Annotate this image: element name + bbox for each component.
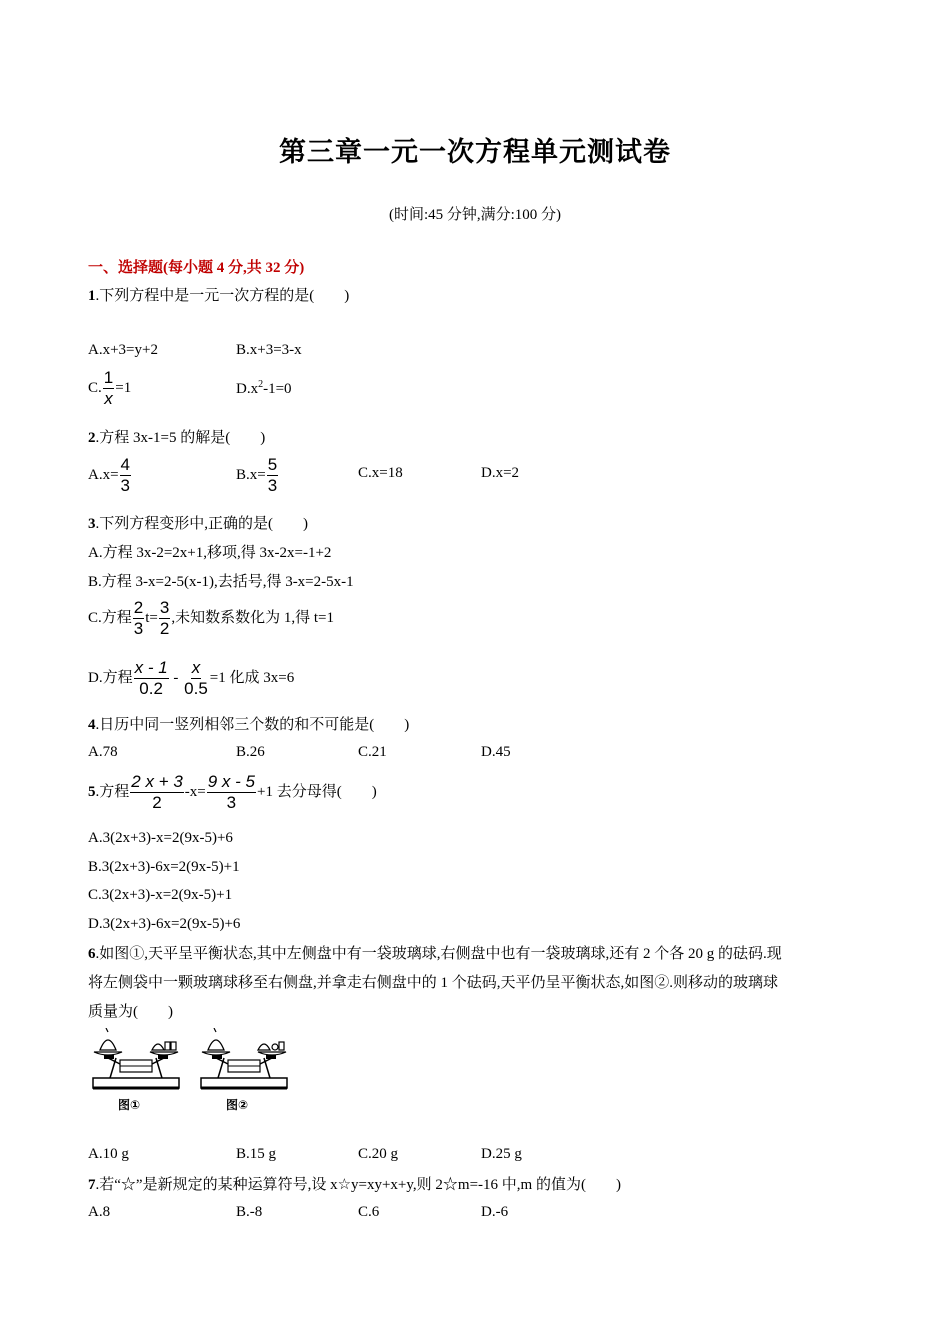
q6-option-b: B.15 g xyxy=(236,1146,277,1162)
option-label: C. xyxy=(88,379,102,396)
option-text: =1 xyxy=(115,379,132,396)
option-text: ,未知数系数化为 1,得 t=1 xyxy=(171,609,334,626)
q1-option-b: B.x+3=3-x xyxy=(236,342,302,358)
q6-option-d: D.25 g xyxy=(481,1146,522,1162)
q7-option-a: A.8 xyxy=(88,1204,111,1220)
question-2 xyxy=(88,428,265,448)
question-stem: -x= xyxy=(184,783,206,800)
denominator: 0.5 xyxy=(184,679,208,698)
numerator: 2 x + 3 xyxy=(131,772,183,791)
exponent: 2 xyxy=(258,379,264,390)
q3-option-c xyxy=(88,598,334,639)
q1-option-d xyxy=(236,375,292,399)
q1-option-a: A.x+3=y+2 xyxy=(88,342,158,358)
question-4 xyxy=(88,715,409,735)
denominator: 3 xyxy=(226,793,237,812)
question-6-line-2: 将左侧袋中一颗玻璃球移至右侧盘,并拿走右侧盘中的 1 个砝码,天平仍呈平衡状态,如图②.则移动的玻璃球 xyxy=(88,975,779,991)
fraction xyxy=(130,772,184,813)
option-label: D.x xyxy=(236,381,259,397)
q2-option-b xyxy=(236,455,279,496)
question-number: 6 xyxy=(88,946,96,962)
question-stem: +1 去分母得( ) xyxy=(257,783,377,800)
q6-option-c: C.20 g xyxy=(358,1146,399,1162)
question-number: 3 xyxy=(88,516,96,532)
exam-info: (时间:45 分钟,满分:100 分) xyxy=(388,207,562,223)
question-3 xyxy=(88,514,308,534)
question-number: 4 xyxy=(88,717,96,733)
q4-option-d: D.45 xyxy=(481,744,511,760)
denominator: 2 xyxy=(159,619,170,638)
q7-option-b: B.-8 xyxy=(236,1204,263,1220)
option-label: D.方程 xyxy=(88,669,133,686)
option-label: C.方程 xyxy=(88,609,132,626)
fraction xyxy=(183,658,209,699)
question-stem: .下列方程变形中,正确的是( ) xyxy=(95,516,308,532)
balance-figure-2 xyxy=(198,1028,290,1118)
question-number: 7 xyxy=(88,1177,96,1193)
option-label: A.x= xyxy=(88,466,119,483)
question-stem: .日历中同一竖列相邻三个数的和不可能是( ) xyxy=(95,717,410,733)
q5-option-d: D.3(2x+3)-6x=2(9x-5)+6 xyxy=(88,916,241,932)
q2-option-d: D.x=2 xyxy=(481,465,520,481)
balance-scale-icon xyxy=(198,1028,290,1090)
q3-option-b: B.方程 3-x=2-5(x-1),去括号,得 3-x=2-5x-1 xyxy=(88,574,354,590)
denominator: 2 xyxy=(152,793,162,812)
option-text: - xyxy=(169,669,183,686)
numerator: 5 xyxy=(267,455,278,474)
denominator: 3 xyxy=(133,619,144,638)
question-stem: .如图①,天平呈平衡状态,其中左侧盘中有一袋玻璃球,右侧盘中也有一袋玻璃球,还有 2 个各 20 g 的砝码.现 xyxy=(95,946,782,962)
q1-option-c xyxy=(88,368,131,409)
fraction xyxy=(207,772,256,813)
q4-option-b: B.26 xyxy=(236,744,265,760)
fraction xyxy=(159,598,170,639)
question-number: 5 xyxy=(88,783,96,800)
numerator: 4 xyxy=(120,455,131,474)
question-stem: .方程 xyxy=(95,783,130,800)
question-1 xyxy=(88,286,349,306)
fraction xyxy=(134,658,169,699)
denominator: x xyxy=(104,389,113,408)
q7-option-c: C.6 xyxy=(358,1204,380,1220)
figure-1-label: 图① xyxy=(118,1098,141,1112)
question-6-line-3: 质量为( ) xyxy=(88,1004,173,1020)
fraction xyxy=(267,455,278,496)
q3-option-d xyxy=(88,658,294,699)
option-text: =1 化成 3x=6 xyxy=(209,669,295,686)
numerator: x xyxy=(191,658,201,677)
question-number: 1 xyxy=(88,288,96,304)
q2-option-a xyxy=(88,455,132,496)
numerator: 3 xyxy=(159,598,170,617)
option-label: B.x= xyxy=(236,466,266,483)
denominator: 0.2 xyxy=(139,679,163,698)
option-text: -1=0 xyxy=(263,381,292,397)
fraction xyxy=(120,455,131,496)
numerator: x - 1 xyxy=(134,658,168,677)
q2-option-c: C.x=18 xyxy=(358,465,403,481)
numerator: 1 xyxy=(103,368,114,387)
q4-option-c: C.21 xyxy=(358,744,387,760)
q7-option-d: D.-6 xyxy=(481,1204,509,1220)
denominator: 3 xyxy=(267,476,278,495)
question-5 xyxy=(88,772,377,813)
q3-option-a: A.方程 3x-2=2x+1,移项,得 3x-2x=-1+2 xyxy=(88,545,332,561)
q5-option-a: A.3(2x+3)-x=2(9x-5)+6 xyxy=(88,830,233,846)
question-stem: .方程 3x-1=5 的解是( ) xyxy=(95,430,266,446)
option-text: t= xyxy=(145,609,158,626)
question-7 xyxy=(88,1175,621,1195)
figure-2-label: 图② xyxy=(226,1098,249,1112)
question-stem: .下列方程中是一元一次方程的是( ) xyxy=(95,288,350,304)
fraction xyxy=(103,368,114,409)
q4-option-a: A.78 xyxy=(88,744,118,760)
question-number: 2 xyxy=(88,430,96,446)
q5-option-c: C.3(2x+3)-x=2(9x-5)+1 xyxy=(88,887,233,903)
q5-option-b: B.3(2x+3)-6x=2(9x-5)+1 xyxy=(88,859,240,875)
page-title: 第三章一元一次方程单元测试卷 xyxy=(279,137,671,168)
question-stem: .若“☆”是新规定的某种运算符号,设 x☆y=xy+x+y,则 2☆m=-16 中,m 的值为( ) xyxy=(95,1177,621,1193)
balance-scale-icon xyxy=(90,1028,182,1090)
balance-figure-1 xyxy=(90,1028,182,1118)
numerator: 9 x - 5 xyxy=(207,772,255,791)
fraction xyxy=(133,598,144,639)
denominator: 3 xyxy=(120,476,131,495)
question-6 xyxy=(88,944,782,964)
q6-option-a: A.10 g xyxy=(88,1146,129,1162)
section-heading: 一、选择题(每小题 4 分,共 32 分) xyxy=(88,260,305,276)
numerator: 2 xyxy=(133,598,144,617)
